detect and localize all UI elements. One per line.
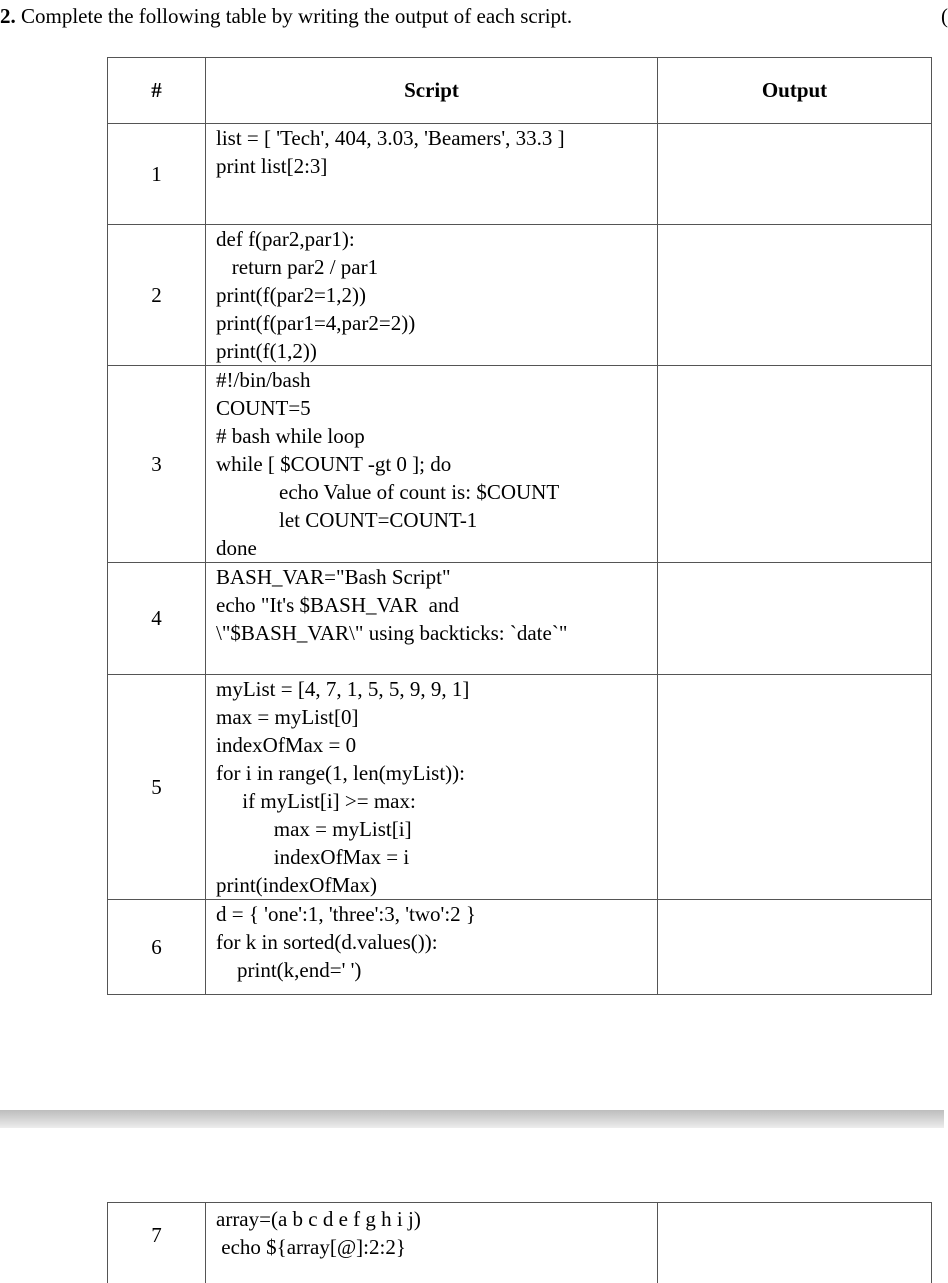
cut-off-mark: (: [941, 4, 948, 28]
question-heading: [0, 4, 572, 29]
script-output-table: [107, 57, 932, 995]
question-number: 2.: [0, 4, 16, 28]
table-row: [108, 225, 932, 366]
row-number: 1: [108, 124, 206, 225]
output-cell[interactable]: [658, 563, 932, 675]
table-row: [108, 900, 932, 995]
table-row: [108, 366, 932, 563]
table-row: [108, 124, 932, 225]
row-number: 3: [108, 366, 206, 563]
row-number: 7: [108, 1203, 206, 1283]
script-cell: myList = [4, 7, 1, 5, 5, 9, 9, 1] max = myList[0] indexOfMax = 0 for i in range(1, len(myList)): if myList[i] >= max: max = myList[i] indexOfMax = i print(indexOfMax): [206, 675, 658, 900]
script-cell: d = { 'one':1, 'three':3, 'two':2 } for k in sorted(d.values()): print(k,end=' '): [206, 900, 658, 995]
script-cell: list = [ 'Tech', 404, 3.03, 'Beamers', 33.3 ] print list[2:3]: [206, 124, 658, 225]
row-number: 4: [108, 563, 206, 675]
output-cell[interactable]: [658, 900, 932, 995]
question-text: Complete the following table by writing the output of each script.: [21, 4, 573, 28]
script-cell: BASH_VAR="Bash Script" echo "It's $BASH_VAR and \"$BASH_VAR\" using backticks: `date`": [206, 563, 658, 675]
script-cell: #!/bin/bash COUNT=5 # bash while loop while [ $COUNT -gt 0 ]; do echo Value of count is: $COUNT let COUNT=COUNT-1 done: [206, 366, 658, 563]
output-cell[interactable]: [658, 225, 932, 366]
script-cell: def f(par2,par1): return par2 / par1 print(f(par2=1,2)) print(f(par1=4,par2=2)) print(f(1,2)): [206, 225, 658, 366]
header-number: #: [108, 58, 206, 124]
table-row: [108, 675, 932, 900]
table-row: [108, 563, 932, 675]
row-number: 6: [108, 900, 206, 995]
header-output: Output: [658, 58, 932, 124]
script-cell: array=(a b c d e f g h i j) echo ${array[@]:2:2}: [206, 1203, 658, 1283]
output-cell[interactable]: [658, 675, 932, 900]
header-script: Script: [206, 58, 658, 124]
table-row: [108, 1203, 932, 1283]
script-output-table-continued: [107, 1202, 932, 1283]
output-cell[interactable]: [658, 366, 932, 563]
page-break-gap: [0, 1110, 944, 1128]
row-number: 2: [108, 225, 206, 366]
output-cell[interactable]: [658, 1203, 932, 1283]
output-cell[interactable]: [658, 124, 932, 225]
table-header-row: [108, 58, 932, 124]
row-number: 5: [108, 675, 206, 900]
